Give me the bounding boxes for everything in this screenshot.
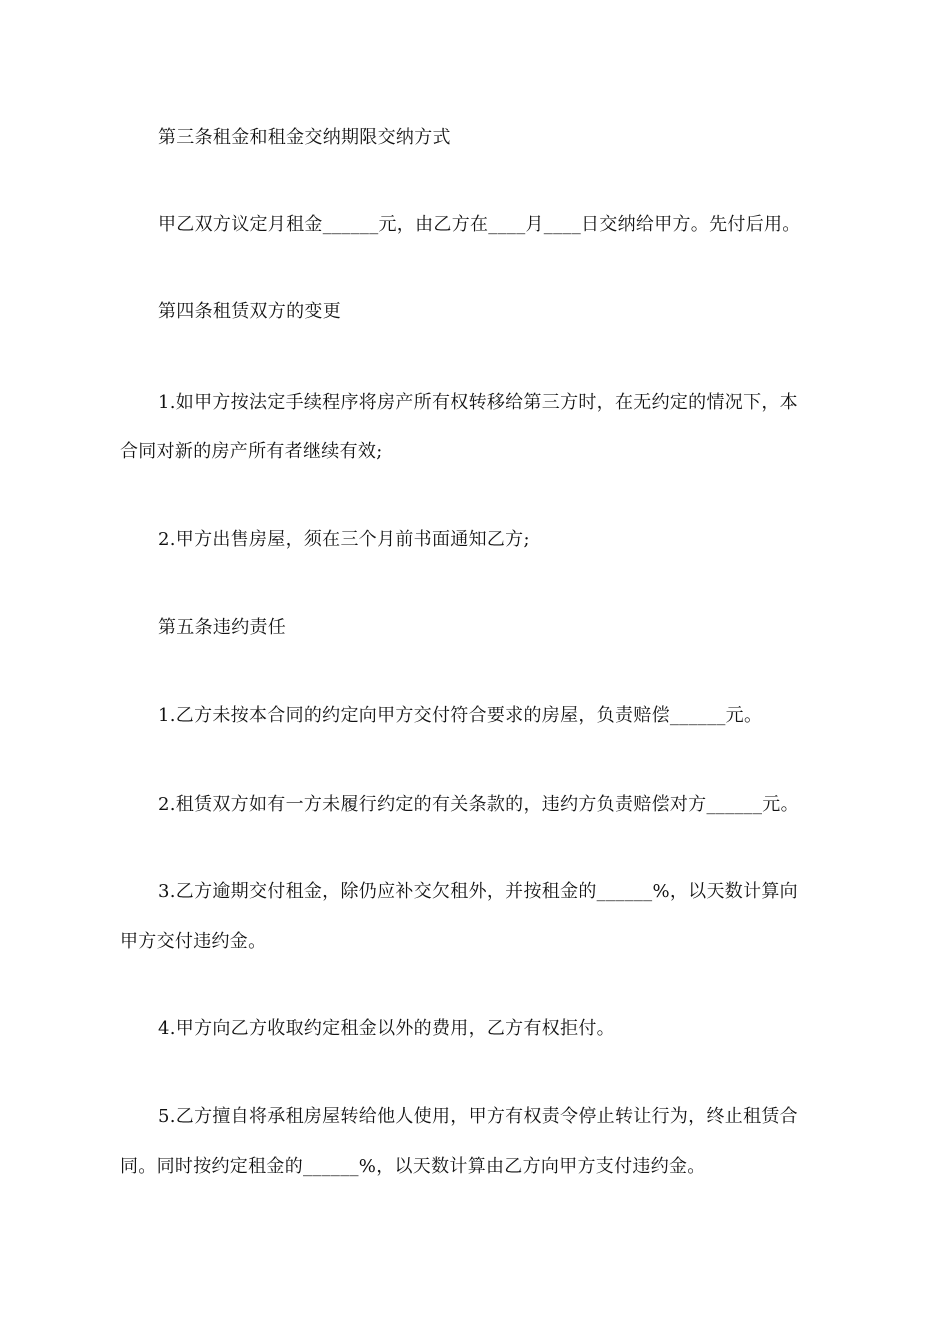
article-3-heading: 第三条租金和租金交纳期限交纳方式	[158, 127, 451, 148]
article-5-item-1: 1.乙方未按本合同的约定向甲方交付符合要求的房屋，负责赔偿______元。	[158, 705, 763, 726]
article-4-item-1-line-1: 1.如甲方按法定手续程序将房产所有权转移给第三方时，在无约定的情况下，本	[158, 392, 798, 413]
article-5-item-3-line-2: 甲方交付违约金。	[120, 931, 267, 952]
article-4-item-1-line-2: 合同对新的房产所有者继续有效;	[120, 441, 383, 462]
article-5-item-4: 4.甲方向乙方收取约定租金以外的费用，乙方有权拒付。	[158, 1018, 615, 1039]
article-5-item-2: 2.租赁双方如有一方未履行约定的有关条款的，违约方负责赔偿对方______元。	[158, 794, 799, 815]
article-4-item-2: 2.甲方出售房屋，须在三个月前书面通知乙方;	[158, 529, 530, 550]
article-5-item-5-line-2: 同。同时按约定租金的______%，以天数计算由乙方向甲方支付违约金。	[120, 1156, 706, 1177]
article-3-body: 甲乙双方议定月租金______元，由乙方在____月____日交纳给甲方。先付后用。	[158, 214, 801, 235]
article-5-item-3-line-1: 3.乙方逾期交付租金，除仍应补交欠租外，并按租金的______%，以天数计算向	[158, 881, 798, 902]
article-5-item-5-line-1: 5.乙方擅自将承租房屋转给他人使用，甲方有权责令停止转让行为，终止租赁合	[158, 1106, 798, 1127]
article-5-heading: 第五条违约责任	[158, 617, 287, 638]
article-4-heading: 第四条租赁双方的变更	[158, 301, 341, 322]
